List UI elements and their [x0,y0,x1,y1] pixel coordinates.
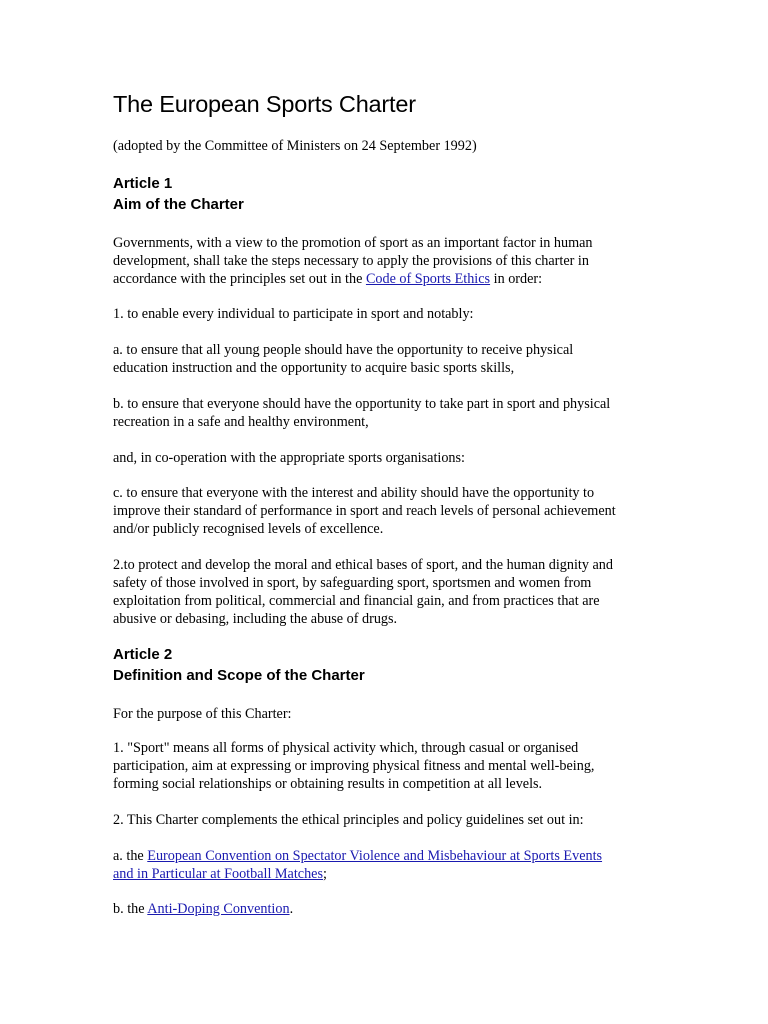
article-2-intro: For the purpose of this Charter: [113,706,292,722]
article-1-item-c: c. to ensure that everyone with the interest and ability should have the opportunity to improve their standard of performance in sport and reach levels of personal achievement and/or publicly recognised levels of excellence. [113,485,616,537]
code-of-sports-ethics-link[interactable]: Code of Sports Ethics [365,271,491,287]
article-2-heading [113,644,365,686]
article-2-item-b: b. the Anti-Doping Convention. [113,901,294,917]
article-1-item-b: b. to ensure that everyone should have the opportunity to take part in sport and physical recreation in a safe and healthy environment, [113,396,611,430]
article-2-title: Definition and Scope of the Charter [113,667,365,684]
article-1-title: Aim of the Charter [113,196,244,213]
article-1-number: Article 1 [113,175,173,192]
spectator-violence-convention-link-cont[interactable]: and in Particular at Football Matches [113,866,323,882]
article-2-number: Article 2 [113,646,173,663]
article-1-cooperation: and, in co-operation with the appropriate sports organisations: [113,450,465,466]
article-1-item-2: 2.to protect and develop the moral and ethical bases of sport, and the human dignity and safety of those involved in sport, by safeguarding sport, sportsmen and women from exploitation from political, commercial and financial gain, and from practices that are abusive or debasing, including the abuse of drugs. [113,557,613,627]
article-2-item-a: a. the European Convention on Spectator Violence and Misbehaviour at Sports Events and in Particular at Football Matches; [113,848,603,882]
anti-doping-convention-link[interactable]: Anti-Doping Convention [147,901,290,917]
spectator-violence-convention-link[interactable]: European Convention on Spectator Violence and Misbehaviour at Sports Events [147,848,603,864]
article-2-item-2: 2. This Charter complements the ethical principles and policy guidelines set out in: [113,812,584,828]
article-1-item-a: a. to ensure that all young people should have the opportunity to receive physical education instruction and the opportunity to acquire basic sports skills, [113,342,574,376]
article-1-item-1: 1. to enable every individual to participate in sport and notably: [113,306,474,322]
article-1-heading [113,173,244,215]
document-subtitle: (adopted by the Committee of Ministers on 24 September 1992) [113,138,477,154]
article-2-item-1: 1. "Sport" means all forms of physical activity which, through casual or organised participation, aim at expressing or improving physical fitness and mental well-being, forming social relationships or obtaining results in competition at all levels. [113,740,595,792]
article-1-intro: Governments, with a view to the promotion of sport as an important factor in human development, shall take the steps necessary to apply the provisions of this charter in accordance with the principles set out in the Code of Sports Ethics in order: [113,235,593,287]
document-title: The European Sports Charter [113,91,416,117]
